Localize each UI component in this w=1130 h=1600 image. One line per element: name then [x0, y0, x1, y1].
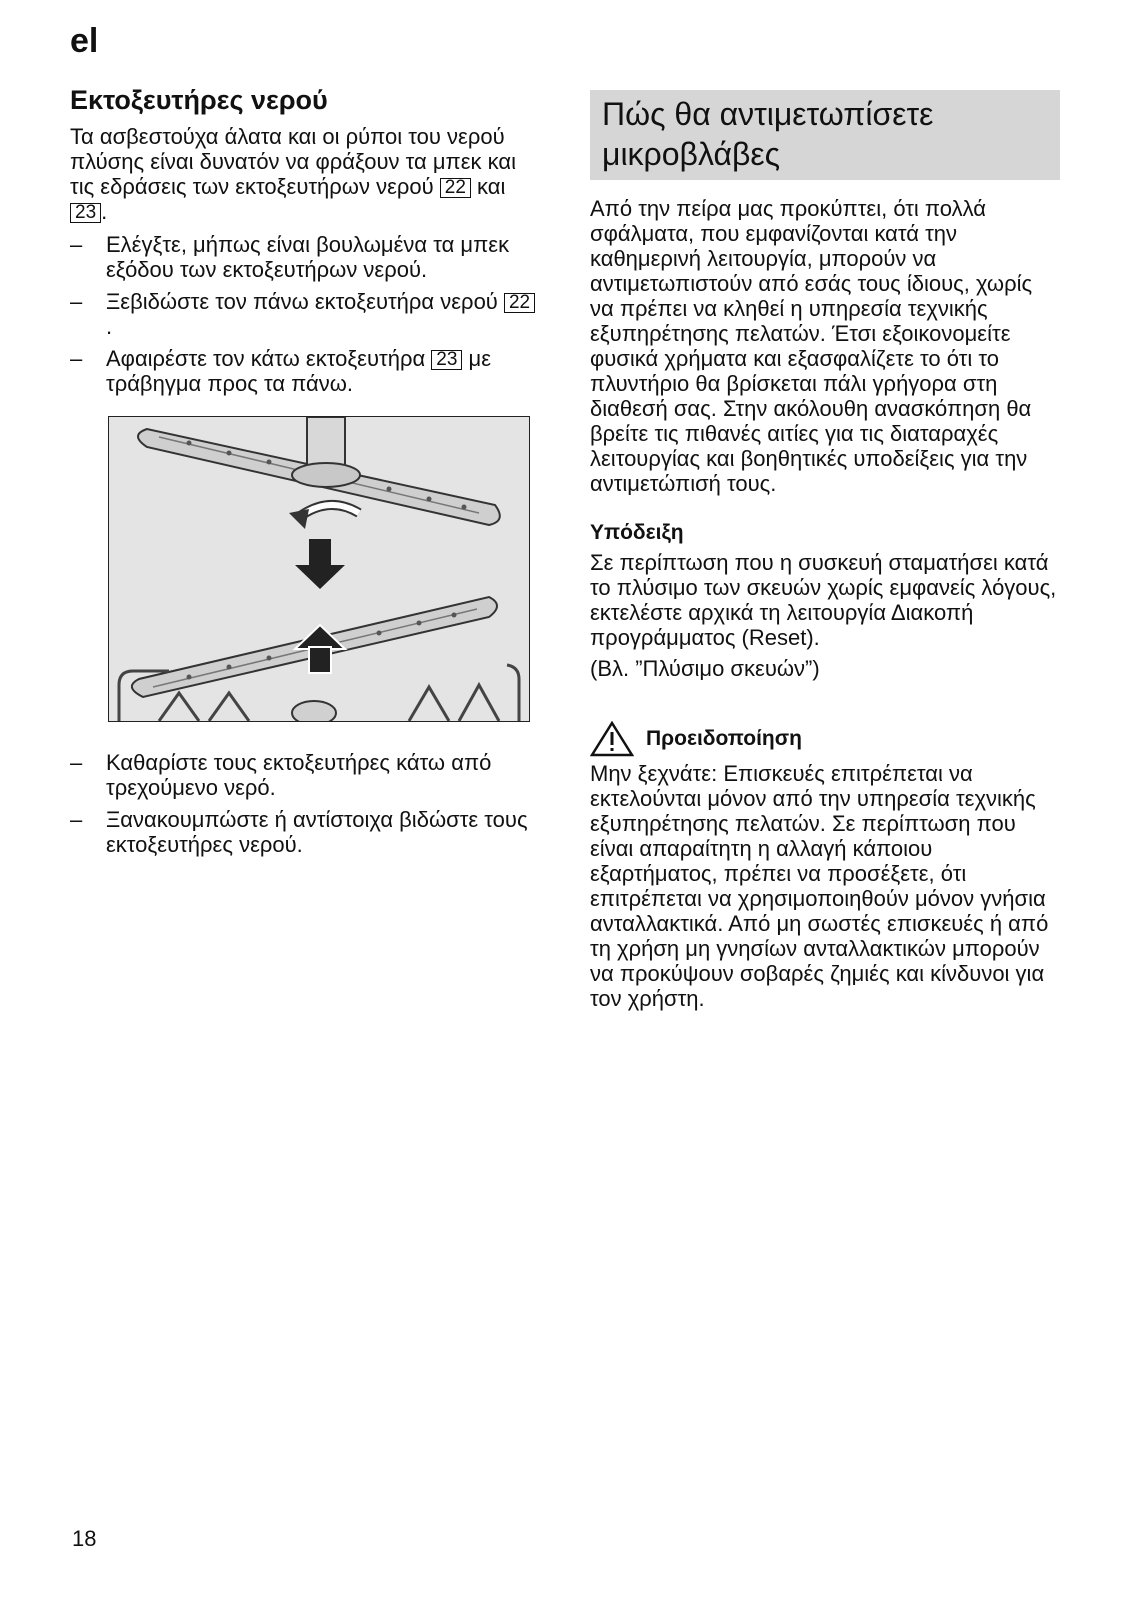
left-column — [70, 84, 540, 864]
right-column — [590, 90, 1060, 1011]
warning-title: Προειδοποίηση — [646, 727, 802, 750]
section-title-spray-arms: Εκτοξευτήρες νερού — [70, 85, 328, 115]
language-code: el — [70, 22, 99, 60]
dash-bullet: – — [70, 750, 83, 775]
intro-paragraph — [70, 124, 540, 224]
part-ref-22: 22 — [504, 293, 535, 313]
part-ref-23: 23 — [70, 203, 101, 223]
hint-title: Υπόδειξη — [590, 521, 684, 544]
dash-bullet: – — [70, 289, 83, 314]
intro-text-3: . — [101, 199, 108, 224]
hint-text: Σε περίπτωση που η συσκευή σταματήσει κατά το πλύσιμο των σκευών χωρίς εμφανείς λόγους, εκτελέστε αρχικά τη λειτουργία Διακοπή προγράμματος (Reset). — [590, 550, 1057, 650]
spray-arm-drawing — [109, 417, 529, 721]
list-item — [70, 750, 540, 800]
instruction-list-top — [70, 232, 540, 396]
list-item-end: με τράβηγμα προς τα πάνω. — [106, 346, 492, 396]
warning-heading — [590, 721, 1060, 757]
banner-line-1: Πώς θα αντιμετωπίσετε — [602, 96, 934, 132]
section-banner — [590, 90, 1060, 180]
hint-reference: (Βλ. ”Πλύσιμο σκευών”) — [590, 656, 820, 681]
intro-text-1: Τα ασβεστούχα άλατα και οι ρύποι του νερού πλύσης είναι δυνατόν να φράξουν τα μπεκ και τις εδράσεις των εκτοξευτήρων νερού — [70, 124, 516, 199]
list-item-text: Ξεβιδώστε τον πάνω εκτοξευτήρα νερού — [106, 289, 504, 314]
list-item-end: . — [106, 314, 113, 339]
list-item — [70, 289, 540, 339]
dash-bullet: – — [70, 807, 83, 832]
warning-text: Μην ξεχνάτε: Επισκευές επιτρέπεται να εκτελούνται μόνον από την υπηρεσία τεχνικής εξυπηρέτησης πελατών. Σε περίπτωση που είναι απαραίτητη η αλλαγή κάποιου εξαρτήματος, πρέπει να προσέξετε, ότι επιτρέπεται να χρησιμοποιηθούν μόνον γνήσια ανταλλακτικά. Από μη σωστές επισκευές ή από τη χρήση μη γνησίων ανταλλακτικών μπορούν να προκύψουν σοβαρές ζημιές και κίνδυνοι για τον χρήστη. — [590, 761, 1049, 1011]
part-ref-22: 22 — [440, 178, 471, 198]
instruction-list-bottom — [70, 750, 540, 857]
list-item-text: Ελέγξτε, μήπως είναι βουλωμένα τα μπεκ εξόδου των εκτοξευτήρων νερού. — [106, 232, 510, 282]
troubleshooting-intro: Από την πείρα μας προκύπτει, ότι πολλά σφάλματα, που εμφανίζονται κατά την καθημερινή λειτουργία, μπορούν να αντιμετωπιστούν από εσάς τους ίδιους, χωρίς να πρέπει να κληθεί η υπηρεσία τεχνικής εξυπηρέτησης πελατών. Έτσι εξοικονομείτε φυσικά χρήματα και εξασφαλίζετε το ότι το πλυντήριο θα βρίσκεται πάλι γρήγορα στη διαθεσή σας. Στην ακόλουθη ανασκόπηση θα βρείτε τις πιθανές αιτίες για τις διαταραχές λειτουργίας και βοηθητικές υποδείξεις για την αντιμετώπισή τους. — [590, 196, 1033, 496]
list-item-text: Ξανακουμπώστε ή αντίστοιχα βιδώστε τους εκτοξευτήρες νερού. — [106, 807, 528, 857]
intro-text-2: και — [470, 174, 506, 199]
list-item — [70, 807, 540, 857]
page-number: 18 — [72, 1526, 97, 1551]
list-item-text: Αφαιρέστε τον κάτω εκτοξευτήρα — [106, 346, 432, 371]
list-item — [70, 346, 540, 396]
banner-line-2: μικροβλάβες — [602, 136, 781, 172]
dash-bullet: – — [70, 232, 83, 257]
spray-arm-illustration — [108, 416, 530, 722]
list-item-text: Καθαρίστε τους εκτοξευτήρες κάτω από τρεχούμενο νερό. — [106, 750, 492, 800]
list-item — [70, 232, 540, 282]
dash-bullet: – — [70, 346, 83, 371]
part-ref-23: 23 — [431, 350, 462, 370]
warning-triangle-icon — [590, 721, 634, 757]
